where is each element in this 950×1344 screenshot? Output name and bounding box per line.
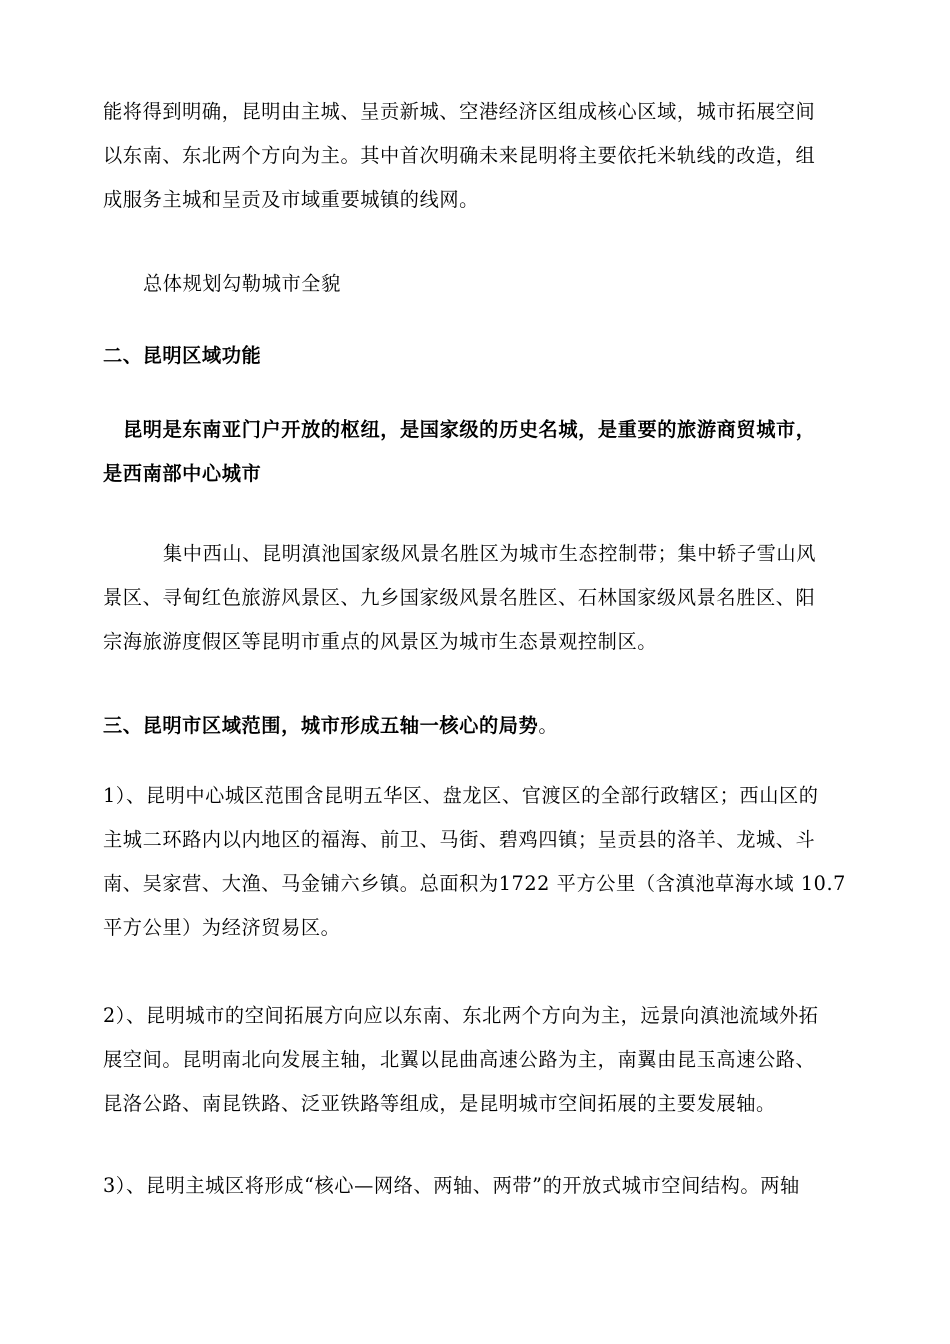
text-line: 主城二环路内以内地区的福海、前卫、马街、碧鸡四镇；呈贡县的洛羊、龙城、斗 [103,828,816,851]
text-line: 平方公里）为经济贸易区。 [103,916,341,939]
paragraph-kunming-role [103,408,853,496]
text-line: 集中西山、昆明滇池国家级风景名胜区为城市生态控制带；集中轿子雪山风 [163,542,816,565]
text-line: 能将得到明确，昆明由主城、呈贡新城、空港经济区组成核心区域，城市拓展空间 [103,100,816,123]
text-line: 3）、昆明主城区将形成“核心—网络、两轴、两带”的开放式城市空间结构。两轴 [103,1174,800,1197]
text-line: 昆明是东南亚门户开放的枢纽，是国家级的历史名城，是重要的旅游商贸城市， [123,418,816,441]
paragraph-main-city-structure [103,1164,853,1208]
text-line: 南、吴家营、大渔、马金铺六乡镇。总面积为1722 平方公里（含滇池草海水域 10.7 [103,872,846,895]
text-line: 1）、昆明中心城区范围含昆明五华区、盘龙区、官渡区的全部行政辖区；西山区的 [103,784,819,807]
paragraph-central-district [103,774,853,950]
text-line: 展空间。昆明南北向发展主轴，北翼以昆曲高速公路为主，南翼由昆玉高速公路、 [103,1048,816,1071]
heading-city-scope [103,704,853,748]
heading-period: 。 [538,714,559,737]
heading-regional-function [103,334,853,378]
heading-bold-text: 三、昆明市区域范围，城市形成五轴一核心的局势 [103,714,539,737]
text-line: 成服务主城和呈贡及市域重要城镇的线网。 [103,188,479,211]
text-line: 2）、昆明城市的空间拓展方向应以东南、东北两个方向为主，远景向滇池流域外拓 [103,1004,819,1027]
paragraph-spatial-expansion [103,994,853,1126]
text-line: 宗海旅游度假区等昆明市重点的风景区为城市生态景观控制区。 [103,630,658,653]
paragraph-ecological-zones [103,532,853,664]
heading-text [103,704,853,748]
text-line: 是西南部中心城市 [103,462,262,485]
heading-text: 二、昆明区域功能 [103,344,262,367]
text-line: 昆洛公路、南昆铁路、泛亚铁路等组成，是昆明城市空间拓展的主要发展轴。 [103,1092,776,1115]
text-line: 景区、寻甸红色旅游风景区、九乡国家级风景名胜区、石林国家级风景名胜区、阳 [103,586,816,609]
text-line: 以东南、东北两个方向为主。其中首次明确未来昆明将主要依托米轨线的改造，组 [103,144,816,167]
paragraph-plan-overview [143,262,893,306]
paragraph-core-area [103,90,853,222]
text-line: 总体规划勾勒城市全貌 [143,272,341,295]
